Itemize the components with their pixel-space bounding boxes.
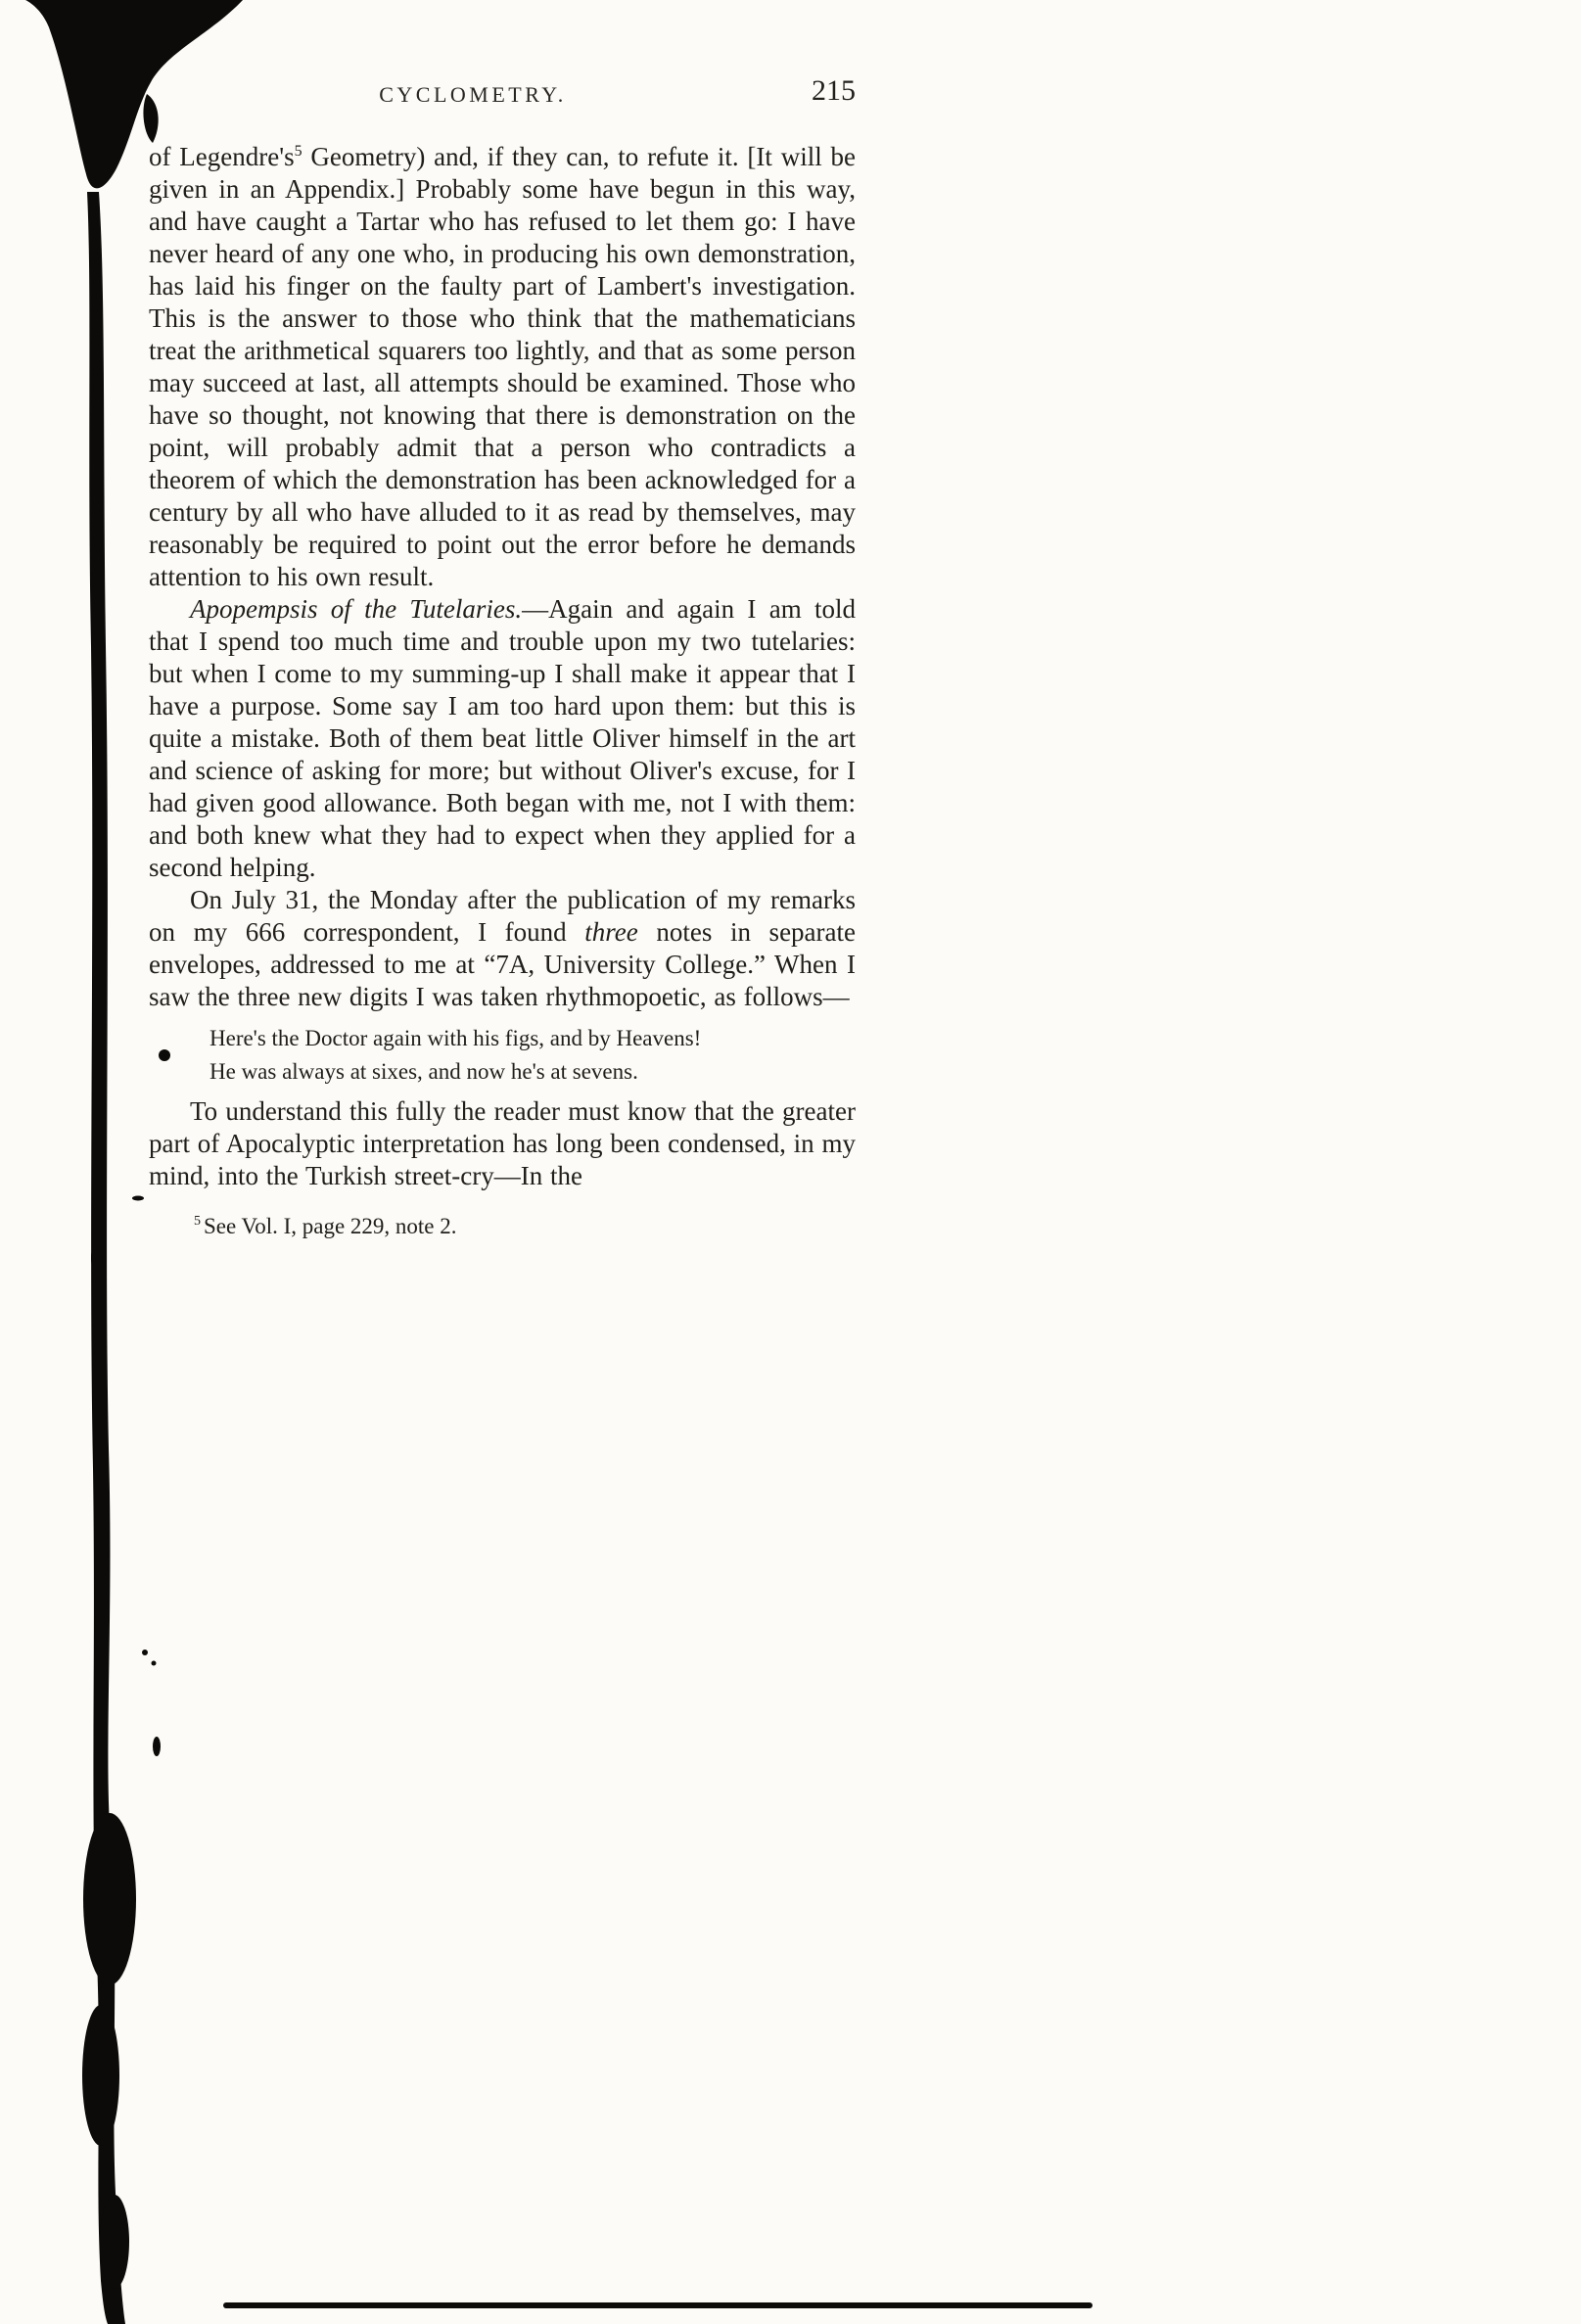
ink-blob	[83, 1813, 136, 1985]
ink-blob	[100, 2195, 129, 2289]
italic-phrase: Apopempsis of the Tutelaries.	[190, 594, 523, 624]
text-segment: Geometry) and, if they can, to refute it. [It will be given in an Appendix.] Probably some have begun in this way, and have caught a Tartar who has refused to let them go: I have never heard of any one who, in producing his own demonstration, has laid his finger on the faulty part of Lambert's investigation. This is the answer to those who think that the mathematicians treat the arithmetical squarers too lightly, and that as some person may succeed at last, all attempts should be examined. Those who have so thought, not knowing that there is demonstration on the point, will probably admit that a person who contradicts a theorem of which the demonstration has been acknowledged for a century by all who have alluded to it as read by themselves, may reasonably be required to point out the error before he demands attention to his own result.	[149, 142, 856, 591]
italic-word: three	[584, 917, 638, 947]
verse-line: He was always at sixes, and now he's at sevens.	[209, 1059, 638, 1084]
footnote-marker: 5	[194, 1214, 201, 1230]
footnote-reference: 5	[294, 143, 302, 160]
footnote	[194, 1214, 856, 1239]
paragraph-3	[149, 884, 856, 1013]
page-number: 215	[812, 74, 856, 107]
page-header	[149, 76, 856, 116]
paragraph-1	[149, 141, 856, 593]
verse-couplet	[209, 1022, 856, 1089]
footnote-text: See Vol. I, page 229, note 2.	[204, 1214, 457, 1238]
ink-speck	[132, 1196, 144, 1201]
ink-blob	[82, 2005, 119, 2146]
text-segment: notes in separate envelopes, addressed to me at “7A, University College.” When I saw the three new digits I was taken rhythmopoetic, as follows—	[149, 917, 856, 1011]
page-content	[149, 76, 856, 1239]
text-segment: —Again and again I am told that I spend too much time and trouble upon my two tutelaries: but when I come to my summing-up I shall make it appear that I have a purpose. Some say I am too hard upon them: but this is quite a mistake. Both of them beat little Oliver himself in the art and science of asking for more; but without Oliver's excuse, for I had given good allowance. Both began with me, not I with them: and both knew what they had to expect when they applied for a second helping.	[149, 594, 856, 882]
ink-speck	[153, 1737, 161, 1756]
ink-speck	[142, 1650, 148, 1655]
verse-line: Here's the Doctor again with his figs, and by Heavens!	[209, 1026, 702, 1050]
ink-speck	[152, 1661, 157, 1666]
bottom-scan-line	[223, 2302, 1093, 2308]
paragraph-2	[149, 593, 856, 884]
text-segment: of Legendre's	[149, 142, 295, 171]
text-segment: On July 31, the Monday after the publication of my remarks on my 666 correspondent, I found	[149, 885, 856, 947]
ink-blob	[91, 1243, 103, 1273]
paragraph-4: To understand this fully the reader must know that the greater part of Apocalyptic interpretation has long been condensed, in my mind, into the Turkish street-cry—In the	[149, 1096, 856, 1190]
running-head-title: CYCLOMETRY.	[379, 82, 567, 107]
